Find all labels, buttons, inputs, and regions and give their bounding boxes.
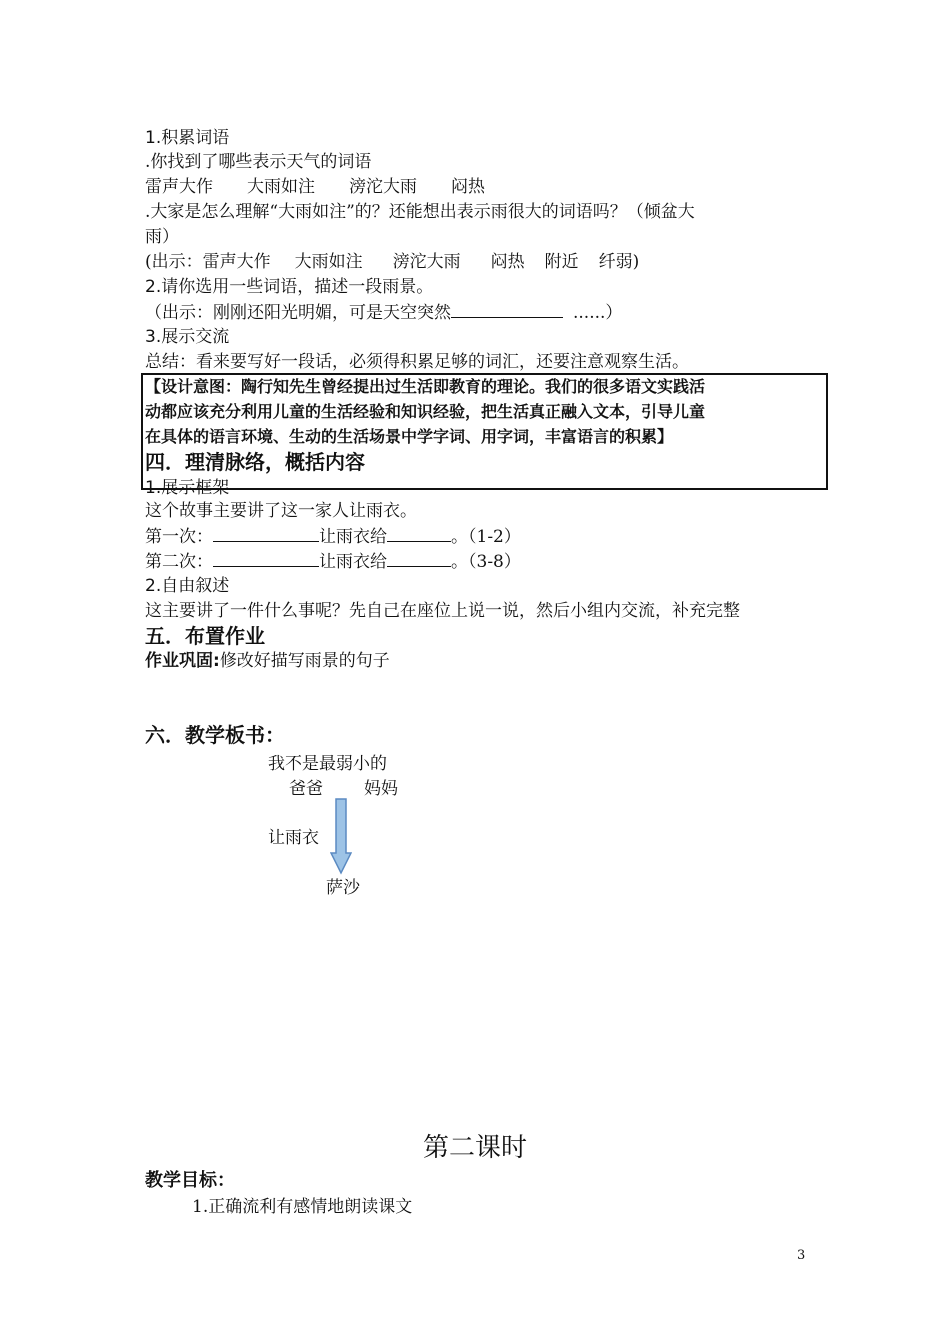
section4-heading: 四．理清脉络，概括内容 xyxy=(145,450,365,474)
show-suffix: ) xyxy=(632,252,640,272)
shown-words-row xyxy=(145,251,639,273)
first-time-row xyxy=(145,525,521,548)
first-end: 。（1-2） xyxy=(451,527,521,547)
board-target: 萨沙 xyxy=(326,878,360,898)
summary-text: 总结：看来要写好一段话，必须得积累足够的词汇，还要注意观察生活。 xyxy=(145,352,689,372)
word: 滂沱大雨 xyxy=(349,177,417,197)
second-mid: 让雨衣给 xyxy=(319,552,387,572)
section4-item2-title: 2.自由叙述 xyxy=(145,576,230,596)
board-parent-mom: 妈妈 xyxy=(364,779,398,799)
show-prefix: (出示： xyxy=(145,252,203,272)
first-label: 第一次： xyxy=(145,527,213,547)
homework-row xyxy=(145,650,390,672)
fill-blank xyxy=(387,550,451,567)
word: 闷热 xyxy=(490,252,525,272)
fill-blank xyxy=(213,525,319,542)
board-title: 我不是最弱小的 xyxy=(268,754,387,774)
second-end: 。（3-8） xyxy=(451,552,521,572)
section4-item2-text: 这主要讲了一件什么事呢？先自己在座位上说一说，然后小组内交流，补充完整 xyxy=(145,601,740,621)
story-intro: 这个故事主要讲了这一家人让雨衣。 xyxy=(145,501,417,521)
section5-heading: 五．布置作业 xyxy=(145,624,265,648)
word: 附近 xyxy=(544,252,579,272)
section6-heading: 六．教学板书： xyxy=(145,723,285,747)
word: 大雨如注 xyxy=(247,177,315,197)
lesson2-title: 第二课时 xyxy=(422,1133,527,1163)
fill-blank xyxy=(387,525,451,542)
page-number: 3 xyxy=(797,1248,806,1263)
item2-title: 2.请你选用一些词语，描述一段雨景。 xyxy=(145,277,434,297)
word: 闷热 xyxy=(451,177,485,197)
first-mid: 让雨衣给 xyxy=(319,527,387,547)
homework-text: 修改好描写雨景的句子 xyxy=(219,651,390,671)
design-intent-line3: 在具体的语言环境、生动的生活场景中学字词、用字词，丰富语言的积累】 xyxy=(145,427,674,446)
weather-words-row xyxy=(145,176,485,198)
item3-title: 3.展示交流 xyxy=(145,327,230,347)
section4-item1-title: 1.展示框架 xyxy=(145,478,230,498)
homework-label: 作业巩固: xyxy=(145,651,220,671)
fill-blank xyxy=(451,301,563,318)
item2-show xyxy=(145,301,622,324)
item2-show-text: （出示：刚刚还阳光明媚，可是天空突然 xyxy=(145,303,451,323)
second-label: 第二次： xyxy=(145,552,213,572)
board-parent-dad: 爸爸 xyxy=(289,779,323,799)
word: 纤弱 xyxy=(598,252,633,272)
item1-title: 1.积累词语 xyxy=(145,128,230,148)
question-understanding-line1: .大家是怎么理解“大雨如注”的？还能想出表示雨很大的词语吗？（倾盆大 xyxy=(145,202,695,222)
question-weather-words: .你找到了哪些表示天气的词语 xyxy=(145,152,372,172)
word: 滂沱大雨 xyxy=(392,252,461,272)
word: 大雨如注 xyxy=(294,252,363,272)
question-understanding-line2: 雨） xyxy=(145,227,179,247)
teaching-goals-label: 教学目标： xyxy=(145,1170,235,1191)
down-arrow-icon xyxy=(330,797,352,875)
item2-show-end: ......） xyxy=(573,303,623,323)
word: 雷声大作 xyxy=(145,177,213,197)
fill-blank xyxy=(213,550,319,567)
teaching-goal-1: 1.正确流利有感情地朗读课文 xyxy=(192,1197,413,1217)
word: 雷声大作 xyxy=(202,252,271,272)
design-intent-line2: 动都应该充分利用儿童的生活经验和知识经验，把生活真正融入文本，引导儿童 xyxy=(145,402,706,421)
board-action: 让雨衣 xyxy=(268,828,319,848)
design-intent-line1: 【设计意图：陶行知先生曾经提出过生活即教育的理论。我们的很多语文实践活 xyxy=(145,377,706,396)
second-time-row xyxy=(145,550,521,573)
